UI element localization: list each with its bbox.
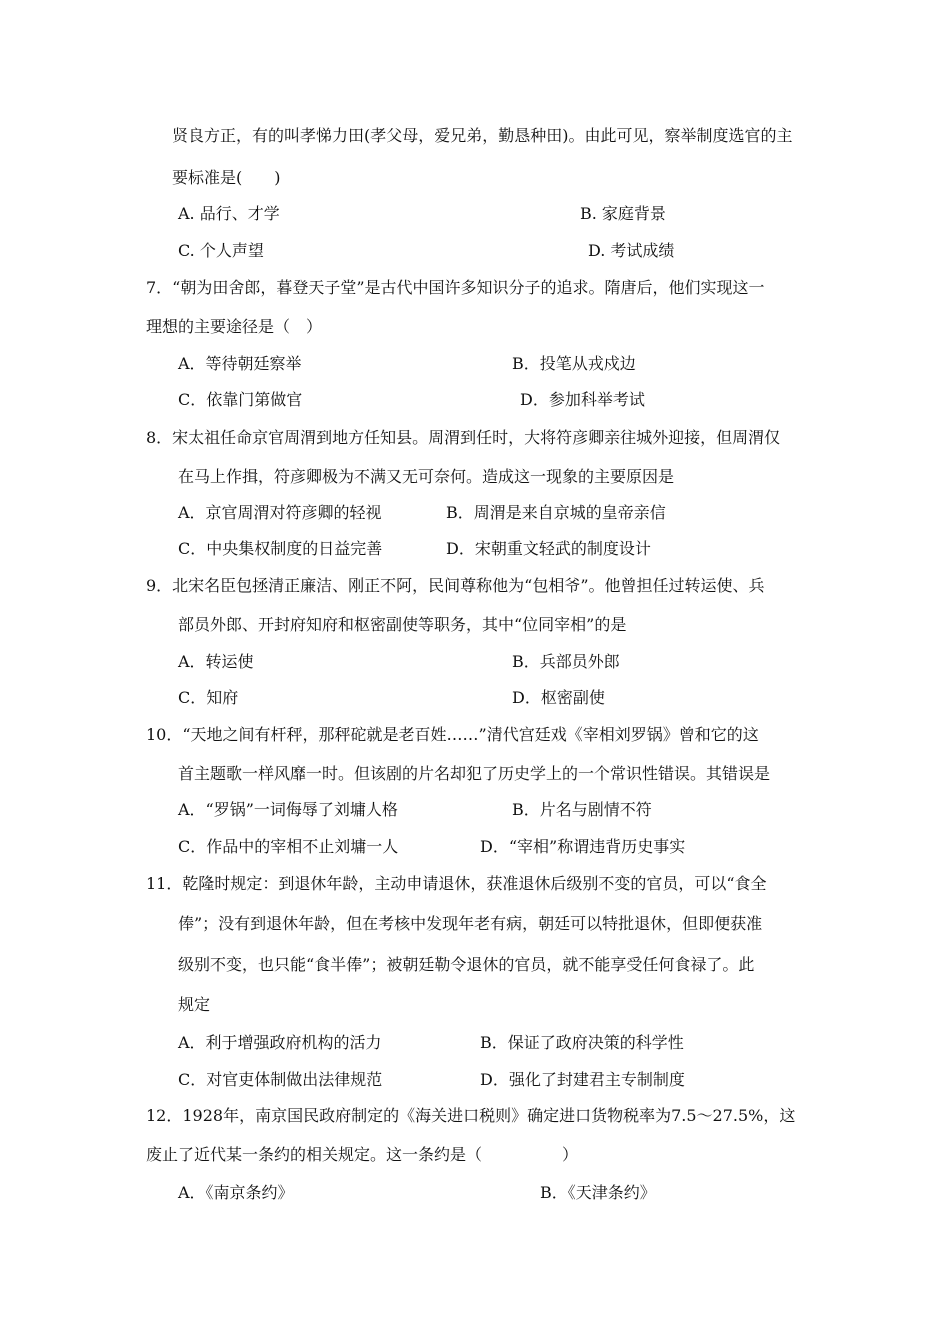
q7-stem-line-1: 7．“朝为田舍郎，暮登天子堂”是古代中国许多知识分子的追求。隋唐后，他们实现这一 <box>146 278 765 297</box>
q11-stem-line-1: 11．乾隆时规定：到退休年龄，主动申请退休，获准退休后级别不变的官员，可以“食全 <box>146 874 767 893</box>
q11-option-c: C．对官吏体制做出法律规范 <box>178 1070 383 1089</box>
q12-option-b: B．《天津条约》 <box>540 1183 656 1202</box>
q7-option-a: A．等待朝廷察举 <box>178 354 302 373</box>
q11-option-b: B．保证了政府决策的科学性 <box>480 1033 684 1052</box>
q8-stem-line-1: 8．宋太祖任命京官周渭到地方任知县。周渭到任时，大将符彦卿亲往城外迎接，但周渭仅 <box>146 428 781 447</box>
q11-option-a: A．利于增强政府机构的活力 <box>178 1033 382 1052</box>
q10-option-a: A．“罗锅”一词侮辱了刘墉人格 <box>178 800 398 819</box>
q9-option-b: B．兵部员外郎 <box>512 652 620 671</box>
q10-stem-line-2: 首主题歌一样风靡一时。但该剧的片名却犯了历史学上的一个常识性错误。其错误是 <box>178 764 771 783</box>
q7-stem-line-2: 理想的主要途径是（ ） <box>146 317 323 336</box>
q11-stem-line-4: 规定 <box>178 995 211 1014</box>
q9-option-a: A．转运使 <box>178 652 254 671</box>
q8-stem-line-2: 在马上作揖，符彦卿极为不满又无可奈何。造成这一现象的主要原因是 <box>178 467 675 486</box>
q11-stem-line-3: 级别不变，也只能“食半俸”；被朝廷勒令退休的官员，就不能享受任何食禄了。此 <box>178 955 755 974</box>
q8-option-c: C．中央集权制度的日益完善 <box>178 539 383 558</box>
q7-option-d: D．参加科举考试 <box>520 390 645 409</box>
q12-option-a: A．《南京条约》 <box>178 1183 294 1202</box>
q7-option-c: C．依靠门第做官 <box>178 390 303 409</box>
q9-stem-line-1: 9．北宋名臣包拯清正廉洁、刚正不阿，民间尊称他为“包相爷”。他曾担任过转运使、兵 <box>146 576 765 595</box>
q6-stem-line-2: 要标准是( ) <box>172 168 281 187</box>
q8-option-b: B．周渭是来自京城的皇帝亲信 <box>446 503 666 522</box>
q8-option-d: D．宋朝重文轻武的制度设计 <box>446 539 651 558</box>
q12-stem-line-1: 12．1928年，南京国民政府制定的《海关进口税则》确定进口货物税率为7.5～27.5%，这 <box>146 1106 796 1125</box>
q10-stem-line-1: 10．“天地之间有杆秤，那秤砣就是老百姓……”清代宫廷戏《宰相刘罗锅》曾和它的这 <box>146 725 759 744</box>
q7-option-b: B．投笔从戎戍边 <box>512 354 636 373</box>
q8-option-a: A．京官周渭对符彦卿的轻视 <box>178 503 382 522</box>
q6-option-c: C. 个人声望 <box>178 241 264 260</box>
q10-option-b: B．片名与剧情不符 <box>512 800 652 819</box>
q9-option-d: D．枢密副使 <box>512 688 605 707</box>
q12-stem-line-2: 废止了近代某一条约的相关规定。这一条约是（ ） <box>146 1145 579 1164</box>
q10-option-d: D．“宰相”称谓违背历史事实 <box>480 837 686 856</box>
q11-option-d: D．强化了封建君主专制制度 <box>480 1070 685 1089</box>
q6-option-b: B. 家庭背景 <box>580 204 666 223</box>
q9-stem-line-2: 部员外郎、开封府知府和枢密副使等职务，其中“位同宰相”的是 <box>178 615 627 634</box>
q10-option-c: C．作品中的宰相不止刘墉一人 <box>178 837 399 856</box>
q11-stem-line-2: 俸”；没有到退休年龄，但在考核中发现年老有病，朝廷可以特批退休，但即便获准 <box>178 914 763 933</box>
q6-stem-line-1: 贤良方正，有的叫孝悌力田(孝父母，爱兄弟，勤恳种田)。由此可见，察举制度选官的主 <box>172 126 793 145</box>
q9-option-c: C．知府 <box>178 688 239 707</box>
q6-option-a: A. 品行、才学 <box>178 204 280 223</box>
q6-option-d: D. 考试成绩 <box>588 241 675 260</box>
